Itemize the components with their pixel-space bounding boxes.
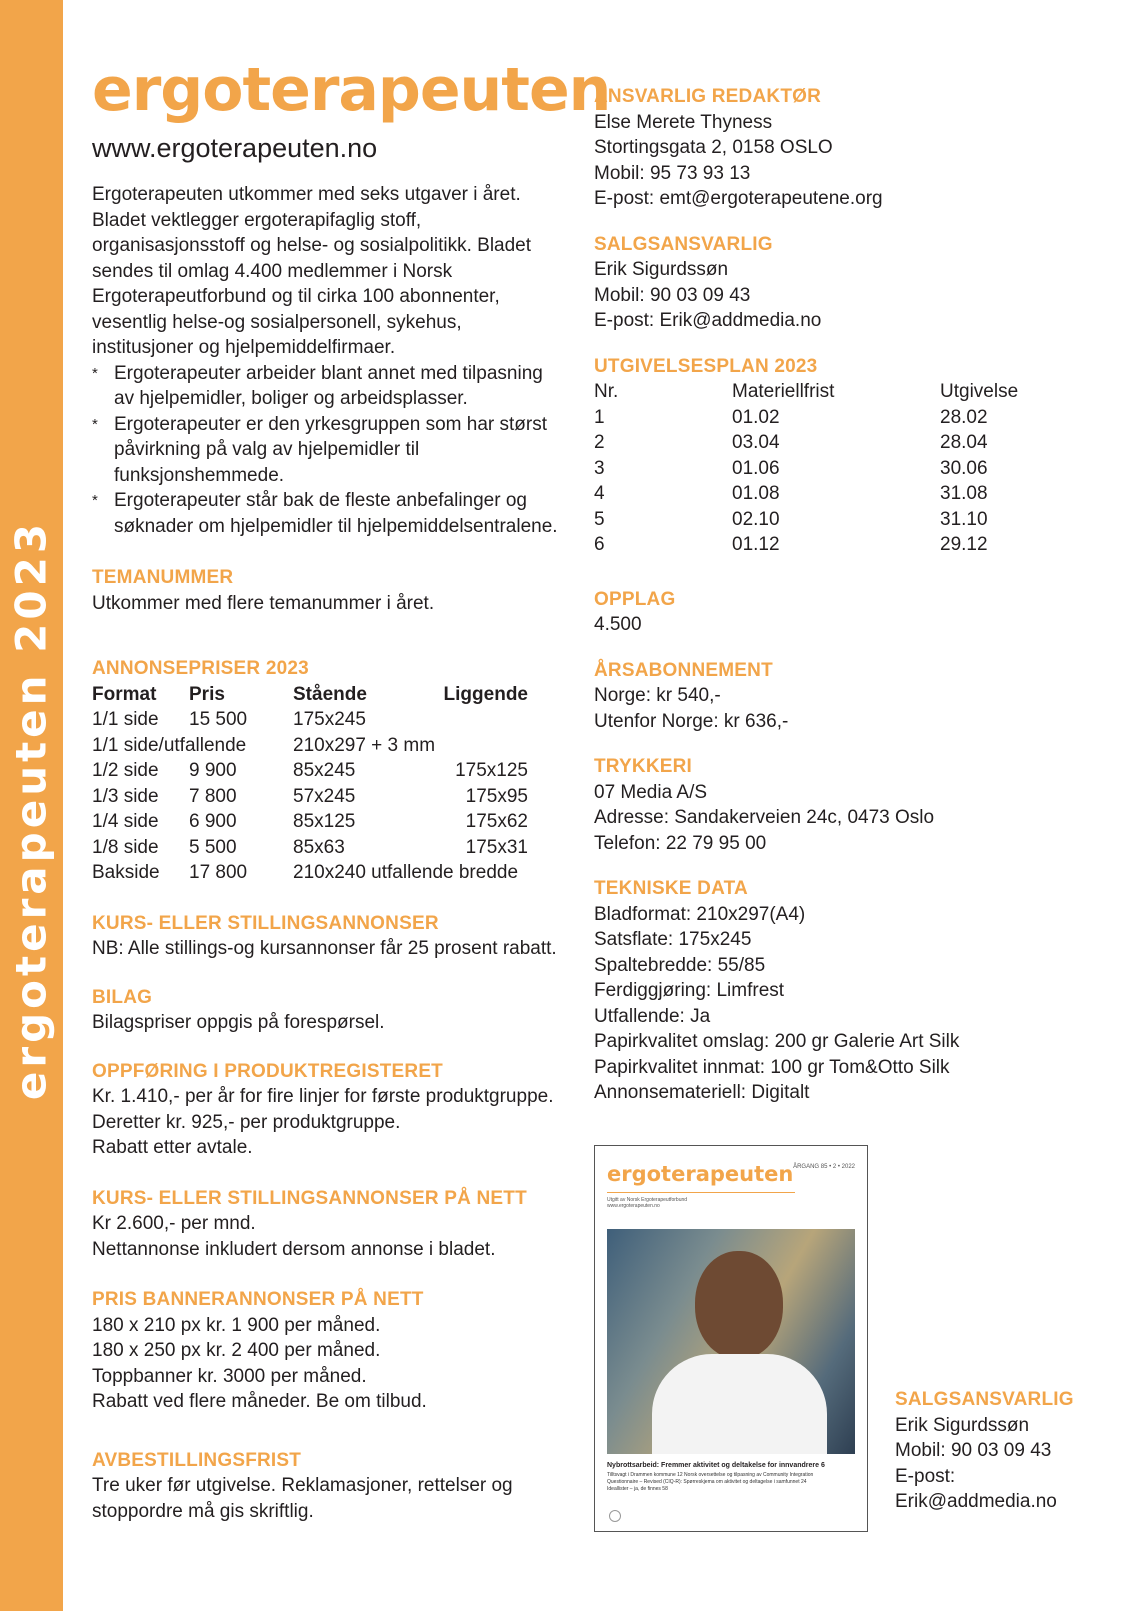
section-heading-produktregister: OPPFØRING I PRODUKTREGISTERET bbox=[92, 1060, 443, 1082]
sidebar-band bbox=[0, 0, 63, 1611]
table-row: 1/1 side 15 500 175x245 bbox=[92, 709, 366, 731]
corner-line: Mobil: 90 03 09 43 bbox=[895, 1440, 1052, 1461]
section-heading-bilag: BILAG bbox=[92, 986, 153, 1008]
right-column bbox=[594, 84, 1094, 1106]
bilag-text: Bilagspriser oppgis på forespørsel. bbox=[92, 1012, 385, 1034]
table-row: Bakside 17 800 210x240 utfallende bredde bbox=[92, 862, 519, 884]
tekniske-line: Papirkvalitet omslag: 200 gr Galerie Art Silk bbox=[594, 1031, 960, 1052]
cover-issue: ÅRGANG 85 • 2 • 2022 bbox=[793, 1164, 855, 1170]
tekniske-line: Bladformat: 210x297(A4) bbox=[594, 903, 806, 925]
table-row: 2 03.04 28.04 bbox=[594, 432, 988, 453]
avbestilling-text: Tre uker før utgivelse. Reklamasjoner, rettelser og stoppordre må gis skriftlig. bbox=[92, 1475, 513, 1522]
bullet-list bbox=[92, 361, 567, 540]
cover-divider bbox=[607, 1192, 795, 1193]
table-row: 4 01.08 31.08 bbox=[594, 483, 988, 504]
section-heading-salg: SALGSANSVARLIG bbox=[594, 233, 773, 255]
cover-photo bbox=[607, 1229, 855, 1454]
section-heading-trykkeri: TRYKKERI bbox=[594, 756, 693, 777]
tekniske-line: Papirkvalitet innmat: 100 gr Tom&Otto Silk bbox=[594, 1056, 950, 1078]
trykkeri-line: Adresse: Sandakerveien 24c, 0473 Oslo bbox=[594, 807, 935, 828]
kurs-text: NB: Alle stillings-og kursannonser får 25 prosent rabatt. bbox=[92, 938, 557, 960]
list-item: * Ergoterapeuter er den yrkesgruppen som har størst påvirkning på valg av hjelpemidler til funksjonshemmede. bbox=[92, 413, 547, 486]
price-table bbox=[92, 682, 528, 886]
tekniske-line: Spaltebredde: 55/85 bbox=[594, 954, 766, 976]
portrait-head bbox=[695, 1251, 783, 1359]
corner-contact bbox=[895, 1387, 1115, 1515]
section-heading-kurs-nett: KURS- ELLER STILLINGSANNONSER PÅ NETT bbox=[92, 1187, 527, 1209]
section-heading-kurs: KURS- ELLER STILLINGSANNONSER bbox=[92, 912, 439, 934]
salg-line: Mobil: 90 03 09 43 bbox=[594, 284, 751, 306]
table-row: 3 01.06 30.06 bbox=[594, 457, 988, 479]
table-header-row: Format Pris Stående Liggende bbox=[92, 683, 528, 705]
tekniske-line: Utfallende: Ja bbox=[594, 1005, 711, 1027]
banner-line: 180 x 210 px kr. 1 900 per måned. bbox=[92, 1314, 381, 1336]
table-row: 1/3 side 7 800 57x245 175x95 bbox=[92, 785, 528, 807]
portrait-body bbox=[652, 1354, 827, 1454]
tekniske-line: Annonsemateriell: Digitalt bbox=[594, 1082, 810, 1103]
cover-contents: Tilltsvagt i Drammen kommune 12 Norsk oversettelse og tilpasning av Community Integration Questionnaire – Revised (CIQ-R): Spørreskjema om aktivitet og deltagelse i samfunnet 24 Ideallister – ja, de finnes 58 bbox=[607, 1472, 814, 1492]
section-heading-avbestilling: AVBESTILLINGSFRIST bbox=[92, 1449, 302, 1471]
section-heading-banner: PRIS BANNERANNONSER PÅ NETT bbox=[92, 1289, 424, 1311]
section-heading-tekniske: TEKNISKE DATA bbox=[594, 878, 748, 899]
redaktor-line: Mobil: 95 73 93 13 bbox=[594, 162, 751, 184]
temanummer-text: Utkommer med flere temanummer i året. bbox=[92, 592, 435, 614]
table-row: 1 01.02 28.02 bbox=[594, 406, 988, 428]
produktregister-line: Rabatt etter avtale. bbox=[92, 1137, 253, 1159]
produktregister-line: Deretter kr. 925,- per produktgruppe. bbox=[92, 1111, 401, 1133]
list-item: * Ergoterapeuter står bak de fleste anbefalinger og søknader om hjelpemidler til hjelpemiddelsentralene. bbox=[92, 490, 558, 537]
salg-email[interactable]: E-post: Erik@addmedia.no bbox=[594, 310, 822, 331]
magazine-cover-image bbox=[594, 1145, 868, 1532]
website-link[interactable]: www.ergoterapeuten.no bbox=[92, 133, 378, 163]
corner-line: E-post: bbox=[895, 1465, 956, 1487]
tekniske-line: Ferdiggjøring: Limfrest bbox=[594, 980, 785, 1001]
section-heading-abonnement: ÅRSABONNEMENT bbox=[594, 659, 773, 681]
trykkeri-line: 07 Media A/S bbox=[594, 781, 708, 803]
redaktor-email[interactable]: E-post: emt@ergoterapeutene.org bbox=[594, 188, 883, 209]
opplag-text: 4.500 bbox=[594, 614, 642, 635]
cover-subtitle: Utgitt av Norsk Ergoterapeutforbund www.ergoterapeuten.no bbox=[607, 1197, 688, 1209]
kurs-nett-line: Nettannonse inkludert dersom annonse i bladet. bbox=[92, 1238, 496, 1260]
abonnement-line: Utenfor Norge: kr 636,- bbox=[594, 710, 789, 732]
corner-email[interactable]: Erik@addmedia.no bbox=[895, 1491, 1057, 1512]
magazine-title: ergoterapeuten bbox=[92, 55, 611, 125]
redaktor-line: Stortingsgata 2, 0158 OSLO bbox=[594, 137, 833, 158]
banner-line: Toppbanner kr. 3000 per måned. bbox=[92, 1365, 367, 1387]
tekniske-line: Satsflate: 175x245 bbox=[594, 929, 752, 950]
section-heading-annonsepriser: ANNONSEPRISER 2023 bbox=[92, 658, 309, 680]
cover-logo-icon bbox=[609, 1510, 621, 1522]
table-row: 1/2 side 9 900 85x245 175x125 bbox=[92, 760, 528, 782]
salg-line: Erik Sigurdssøn bbox=[594, 259, 729, 280]
section-heading-utgivelse: UTGIVELSESPLAN 2023 bbox=[594, 355, 818, 377]
table-row: 5 02.10 31.10 bbox=[594, 508, 988, 530]
produktregister-line: Kr. 1.410,- per år for fire linjer for første produktgruppe. bbox=[92, 1086, 554, 1108]
intro-paragraph: Ergoterapeuten utkommer med seks utgaver i året. Bladet vektlegger ergoterapifaglig stoff, organisasjonsstoff og helse- og sosialpolitikk. Bladet sendes til omlag 4.400 medlemmer i Norsk Ergoterapeutforbund og til cirka 100 abonnenter, vesentlig helse-og sosialpersonell, sykehus, institusjoner og hjelpemiddelfirmaer. bbox=[92, 184, 532, 359]
table-row: 1/4 side 6 900 85x125 175x62 bbox=[92, 811, 528, 833]
trykkeri-line: Telefon: 22 79 95 00 bbox=[594, 832, 767, 854]
banner-line: 180 x 250 px kr. 2 400 per måned. bbox=[92, 1340, 381, 1362]
sidebar-title: ergoterapeuten 2023 bbox=[6, 519, 56, 1101]
corner-heading: SALGSANSVARLIG bbox=[895, 1389, 1074, 1410]
kurs-nett-line: Kr 2.600,- per mnd. bbox=[92, 1213, 256, 1235]
corner-line: Erik Sigurdssøn bbox=[895, 1414, 1030, 1436]
left-column bbox=[92, 55, 611, 1524]
banner-line: Rabatt ved flere måneder. Be om tilbud. bbox=[92, 1391, 427, 1413]
list-item: * Ergoterapeuter arbeider blant annet med tilpasning av hjelpemidler, boliger og arbeidsplasser. bbox=[92, 362, 543, 410]
abonnement-line: Norge: kr 540,- bbox=[594, 685, 721, 706]
table-row: 1/1 side/utfallende 210x297 + 3 mm bbox=[92, 734, 436, 756]
cover-title: ergoterapeuten bbox=[607, 1162, 794, 1186]
section-heading-temanummer: TEMANUMMER bbox=[92, 567, 234, 589]
section-heading-opplag: OPPLAG bbox=[594, 588, 676, 610]
schedule-table bbox=[594, 379, 1018, 558]
redaktor-line: Else Merete Thyness bbox=[594, 111, 773, 133]
table-header-row: Nr. Materiellfrist Utgivelse bbox=[594, 381, 1019, 402]
table-row: 1/8 side 5 500 85x63 175x31 bbox=[92, 836, 528, 858]
cover-headline: Nybrottsarbeid: Fremmer aktivitet og deltakelse for innvandrere 6 bbox=[607, 1462, 825, 1469]
table-row: 6 01.12 29.12 bbox=[594, 534, 988, 555]
section-heading-redaktor: ANSVARLIG REDAKTØR bbox=[594, 86, 822, 107]
